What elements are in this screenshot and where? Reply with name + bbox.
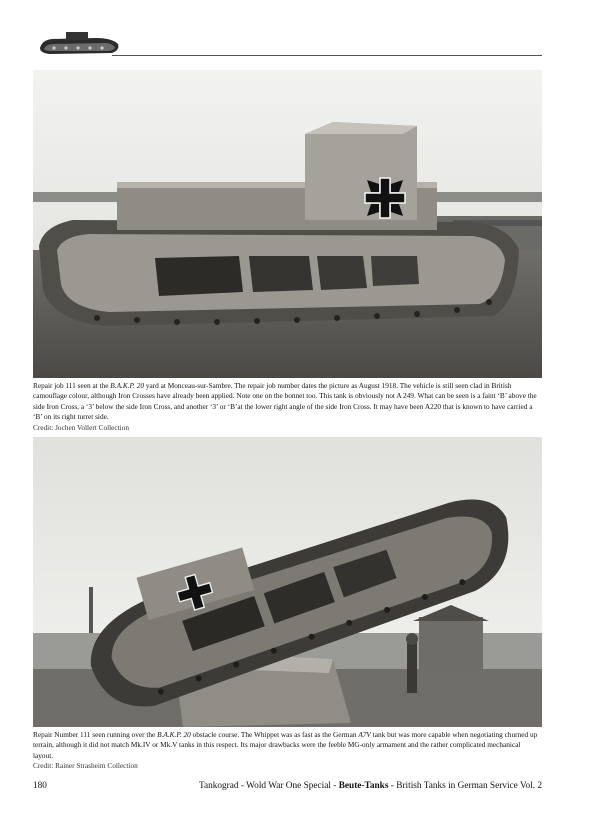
series-suffix: - British Tanks in German Service Vol. 2: [388, 781, 542, 791]
series-title: [199, 779, 542, 793]
caption-second: [33, 730, 542, 772]
caption-emphasis: B.A.K.P. 20: [110, 381, 144, 390]
series-prefix: Tankograd - Wold War One Special -: [198, 781, 339, 791]
page-footer: [33, 779, 542, 793]
series-bold: Beute-Tanks: [338, 781, 389, 791]
caption-text: yard at Monceau-sur-Sambre. The repair job number dates the picture as August 1918. The vehicle is still seen clad in British camouflage colour, although Iron Crosses have already been applied. Note one on the bonnet too. This tank is obviously not A 249. What can be seen is a faint ‘B’ above the side Iron Cross, a ‘3’ below the side Iron Cross, and another ‘3’ or ‘B’at the lower right angle of the side Iron Cross. It may have been A220 that is known to have carried a ‘B’ on its right turret side.: [33, 381, 537, 422]
photo-credit: Credit: Rainer Strasheim Collection: [33, 761, 138, 771]
whippet-tank-photo: [33, 70, 542, 378]
caption-text: Repair job 111 seen at the: [33, 381, 111, 390]
caption-emphasis: A7V: [358, 730, 371, 739]
caption-first: [33, 381, 542, 433]
whippet-tank-obstacle-photo: [33, 437, 542, 727]
caption-text: tank but was more capable when negotiating churned up terrain, although it did not match Mk.IV or Mk.V tanks in this respect. Its major drawbacks were the feeble MG-only armament and the rather complicated mechanical layout.: [33, 730, 538, 760]
caption-text: obstacle course. The Whippet was as fast as the German: [190, 730, 359, 739]
caption-emphasis: B.A.K.P. 20: [157, 730, 191, 739]
header-rule: [112, 55, 542, 56]
caption-text: Repair Number 111 seen running over the: [33, 730, 158, 739]
page-number: 180: [33, 781, 47, 791]
tank-silhouette-icon: [36, 28, 122, 58]
photo-credit: Credit: Jochen Vollert Collection: [33, 422, 129, 432]
